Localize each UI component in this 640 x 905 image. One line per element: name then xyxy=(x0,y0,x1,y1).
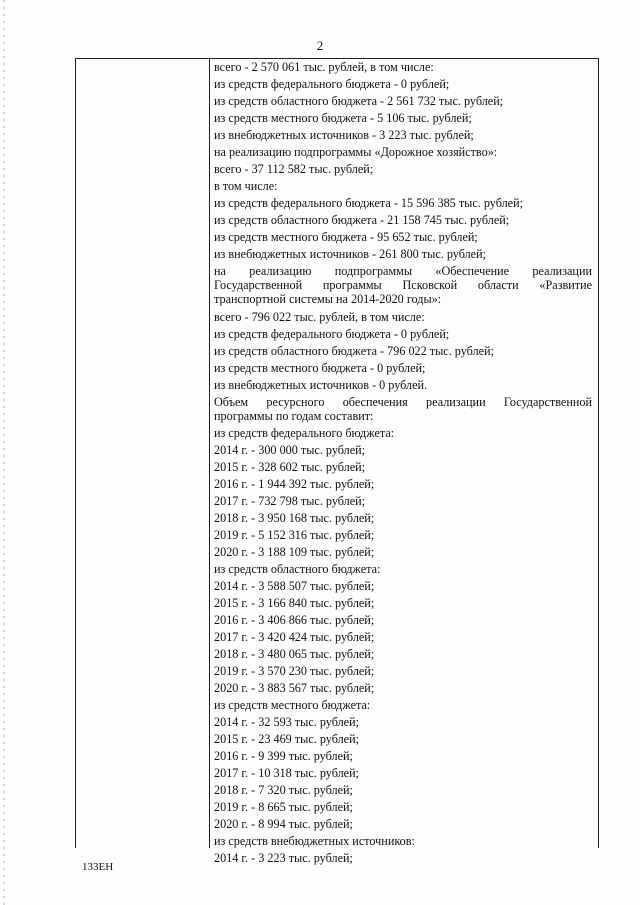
text-line: из средств местного бюджета - 5 106 тыс. рублей; xyxy=(214,111,472,125)
yearly-funding-block xyxy=(214,425,592,867)
scan-edge-marks xyxy=(3,0,5,905)
text-line: 2015 г. - 328 602 тыс. рублей; xyxy=(214,460,366,475)
text-line: на реализацию подпрограммы «Дорожное хозяйство»: xyxy=(214,145,498,159)
text-line: 2019 г. - 8 665 тыс. рублей; xyxy=(214,800,353,815)
text-line: 2017 г. - 10 318 тыс. рублей; xyxy=(214,766,359,781)
text-line: всего - 37 112 582 тыс. рублей; xyxy=(214,162,374,176)
text-line: 2016 г. - 1 944 392 тыс. рублей; xyxy=(214,477,375,492)
funding-totals-block xyxy=(214,59,592,263)
text-line: 2020 г. - 8 994 тыс. рублей; xyxy=(214,817,353,832)
text-line: из средств федерального бюджета: xyxy=(214,426,395,441)
text-line: из средств местного бюджета - 95 652 тыс. рублей; xyxy=(214,230,478,244)
text-line: 2020 г. - 3 188 109 тыс. рублей; xyxy=(214,545,375,560)
column-divider xyxy=(209,59,210,848)
volume-paragraph: Объем ресурсного обеспечения реализации Государственной программы по годам составит: xyxy=(214,394,592,423)
text-line: из внебюджетных источников - 261 800 тыс. рублей; xyxy=(214,247,486,261)
text-line: из средств федерального бюджета - 0 рублей; xyxy=(214,77,450,91)
footer-code: 133ЕН xyxy=(82,861,114,873)
text-line: из средств местного бюджета: xyxy=(214,698,371,713)
text-line: всего - 2 570 061 тыс. рублей, в том числе: xyxy=(214,60,434,74)
text-line: 2018 г. - 7 320 тыс. рублей; xyxy=(214,783,353,798)
text-line: 2018 г. - 3 950 168 тыс. рублей; xyxy=(214,511,375,526)
text-line: из средств местного бюджета - 0 рублей; xyxy=(214,360,426,375)
text-line: 2018 г. - 3 480 065 тыс. рублей; xyxy=(214,647,375,662)
text-line: из средств областного бюджета - 796 022 тыс. рублей; xyxy=(214,343,494,358)
text-line: из средств федерального бюджета - 15 596 385 тыс. рублей; xyxy=(214,196,523,210)
text-line: из средств областного бюджета - 2 561 732 тыс. рублей; xyxy=(214,94,504,108)
text-line: 2016 г. - 3 406 866 тыс. рублей; xyxy=(214,613,375,628)
table-content-cell xyxy=(214,59,592,867)
text-line: 2015 г. - 23 469 тыс. рублей; xyxy=(214,732,359,747)
text-line: 2017 г. - 732 798 тыс. рублей; xyxy=(214,494,366,509)
text-line: из средств внебюджетных источников: xyxy=(214,834,415,849)
text-line: 2017 г. - 3 420 424 тыс. рублей; xyxy=(214,630,375,645)
text-line: всего - 796 022 тыс. рублей, в том числе: xyxy=(214,309,425,324)
text-line: из средств областного бюджета: xyxy=(214,562,381,577)
document-table xyxy=(75,58,599,866)
text-line: из внебюджетных источников - 0 рублей. xyxy=(214,377,428,392)
text-line: 2019 г. - 5 152 316 тыс. рублей; xyxy=(214,528,375,543)
text-line: из внебюджетных источников - 3 223 тыс. рублей; xyxy=(214,128,474,142)
subprogram-funding-block xyxy=(214,309,592,394)
text-line: из средств областного бюджета - 21 158 745 тыс. рублей; xyxy=(214,213,510,227)
subprogram-paragraph: на реализацию подпрограммы «Обеспечение реализации Государственной программы Псковской области «Развитие транспортной системы на 2014-2020 годы»: xyxy=(214,264,592,307)
page-number: 2 xyxy=(316,38,324,53)
text-line: из средств федерального бюджета - 0 рублей; xyxy=(214,326,450,341)
text-line: 2019 г. - 3 570 230 тыс. рублей; xyxy=(214,664,375,679)
text-line: 2015 г. - 3 166 840 тыс. рублей; xyxy=(214,596,375,611)
text-line: 2014 г. - 3 223 тыс. рублей; xyxy=(214,851,353,866)
text-line: в том числе: xyxy=(214,179,278,193)
text-line: 2014 г. - 300 000 тыс. рублей; xyxy=(214,443,366,458)
text-line: 2020 г. - 3 883 567 тыс. рублей; xyxy=(214,681,375,696)
text-line: 2014 г. - 32 593 тыс. рублей; xyxy=(214,715,359,730)
text-line: 2014 г. - 3 588 507 тыс. рублей; xyxy=(214,579,375,594)
text-line: 2016 г. - 9 399 тыс. рублей; xyxy=(214,749,353,764)
